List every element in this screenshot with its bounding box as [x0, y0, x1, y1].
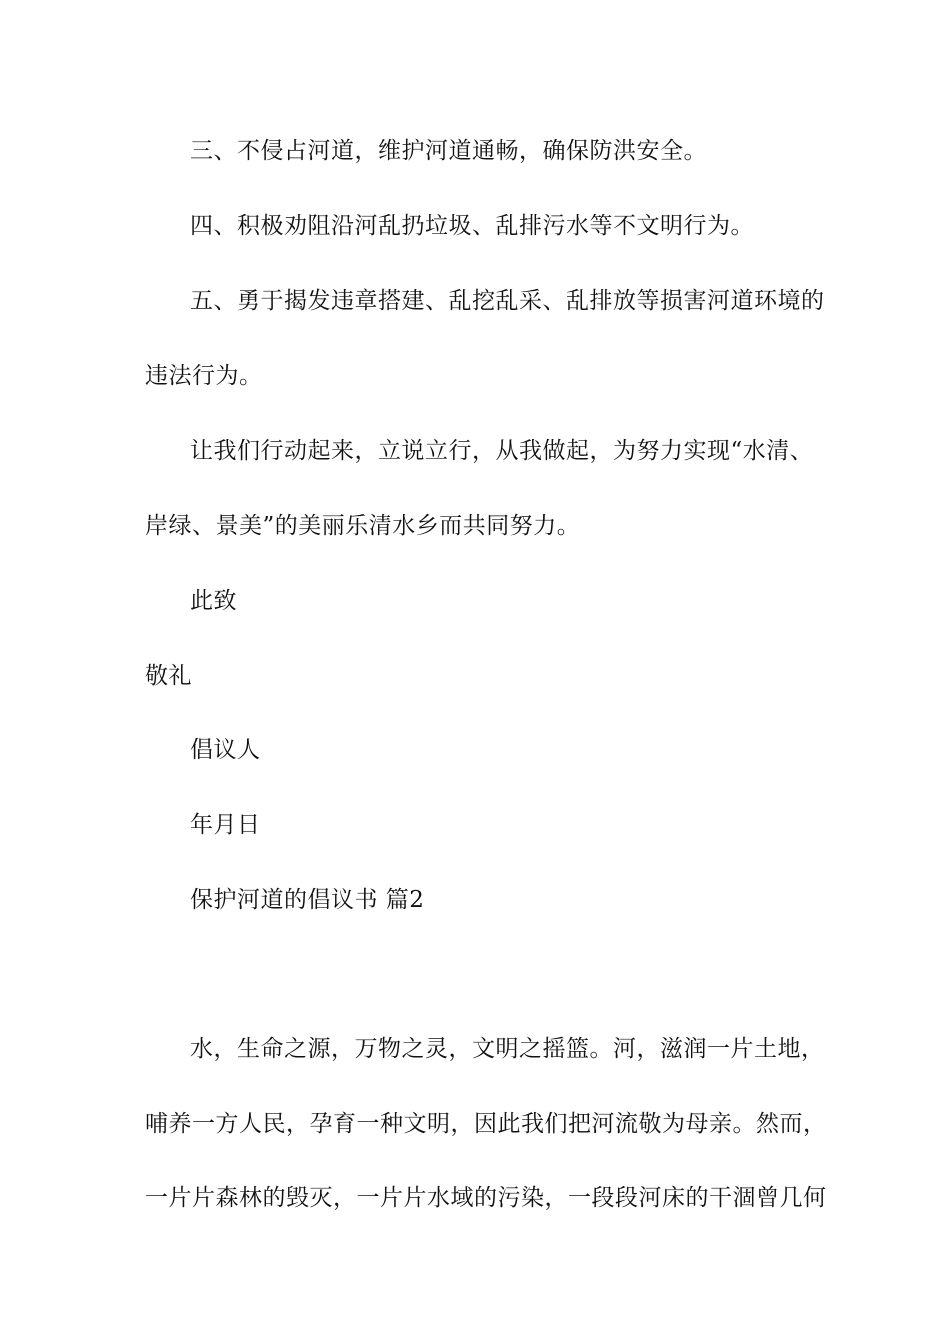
salutation-cizhi: 此致	[190, 588, 237, 614]
paragraph-item-5-line-2: 违法行为。	[145, 363, 263, 389]
body-paragraph-line-1: 水，生命之源，万物之灵，文明之摇篮。河，滋润一片土地，	[190, 1036, 825, 1062]
signature-proposer: 倡议人	[190, 737, 261, 763]
paragraph-item-4: 四、积极劝阻沿河乱扔垃圾、乱排污水等不文明行为。	[190, 213, 754, 239]
body-paragraph-line-2: 哺养一方人民，孕育一种文明，因此我们把河流敬为母亲。然而，	[145, 1111, 827, 1137]
paragraph-item-5-line-1: 五、勇于揭发违章搭建、乱挖乱采、乱排放等损害河道环境的	[190, 288, 825, 314]
body-paragraph-line-3: 一片片森林的毁灭，一片片水域的污染，一段段河床的干涸曾几何	[145, 1185, 827, 1211]
paragraph-item-3: 三、不侵占河道，维护河道通畅，确保防洪安全。	[190, 138, 707, 164]
closing-paragraph-line-1: 让我们行动起来，立说立行，从我做起，为努力实现“水清、	[190, 438, 814, 464]
salutation-jingli: 敬礼	[145, 663, 192, 689]
section-title: 保护河道的倡议书 篇2	[190, 887, 425, 913]
closing-paragraph-line-2: 岸绿、景美”的美丽乐清水乡而共同努力。	[145, 513, 581, 539]
signature-date: 年月日	[190, 812, 261, 838]
